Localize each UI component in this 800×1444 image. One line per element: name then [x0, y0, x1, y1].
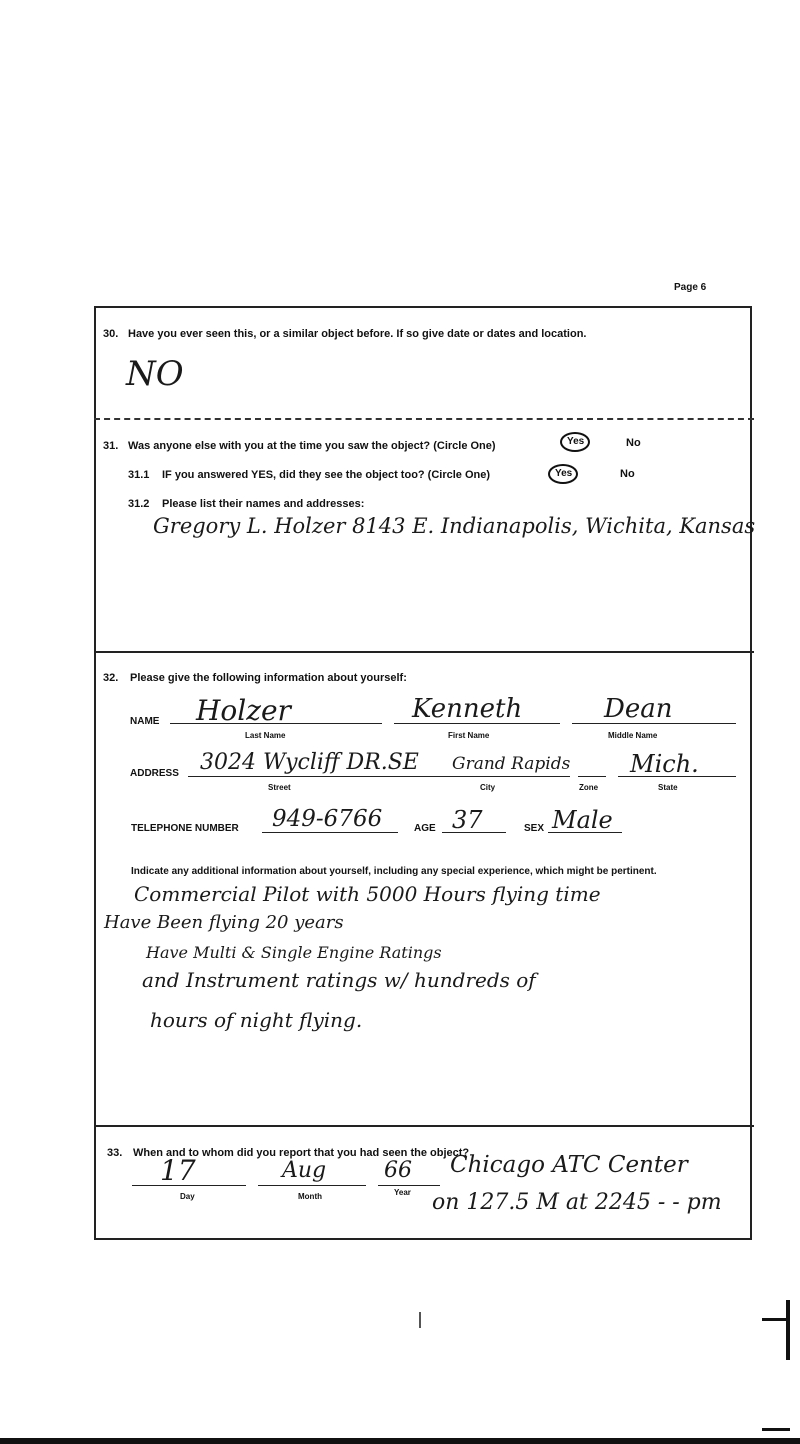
- telephone-field[interactable]: 949-6766: [272, 806, 383, 832]
- q31-text: Was anyone else with you at the time you saw the object? (Circle One): [128, 440, 496, 452]
- year-line: [378, 1185, 440, 1186]
- middle-name-label: Middle Name: [608, 731, 658, 740]
- q31-1-yes-option[interactable]: Yes: [555, 468, 573, 479]
- first-name-field[interactable]: Kenneth: [412, 694, 523, 724]
- divider-q32-q33: [94, 1125, 754, 1127]
- scan-bottom-border: [0, 1438, 800, 1444]
- q30-text: Have you ever seen this, or a similar object before. If so give date or dates and location.: [128, 328, 587, 340]
- q31-no-option[interactable]: No: [626, 437, 641, 449]
- q32-number: 32.: [103, 672, 119, 684]
- q30-answer[interactable]: NO: [126, 354, 184, 394]
- scan-edge-mark: [786, 1300, 790, 1360]
- month-field[interactable]: Aug: [282, 1158, 327, 1183]
- year-field[interactable]: 66: [384, 1158, 412, 1183]
- zone-line: [578, 776, 606, 777]
- address-label: ADDRESS: [130, 768, 179, 779]
- state-field[interactable]: Mich.: [630, 750, 699, 778]
- middle-name-field[interactable]: Dean: [604, 694, 673, 724]
- q31-number: 31.: [103, 440, 119, 452]
- report-frequency-field[interactable]: on 127.5 M at 2245 - - pm: [432, 1190, 722, 1215]
- sex-field[interactable]: Male: [552, 806, 613, 834]
- street-field[interactable]: 3024 Wycliff DR.SE: [200, 750, 419, 775]
- scan-edge-mark: [762, 1428, 790, 1431]
- q31-1-number: 31.1: [128, 469, 150, 481]
- zone-label: Zone: [579, 783, 599, 792]
- q32-text: Please give the following information about yourself:: [130, 672, 407, 684]
- telephone-label: TELEPHONE NUMBER: [131, 823, 239, 834]
- age-label: AGE: [414, 823, 436, 834]
- additional-line-3: Have Multi & Single Engine Ratings: [146, 943, 442, 962]
- age-field[interactable]: 37: [452, 806, 483, 834]
- street-city-line: [188, 776, 570, 777]
- scan-dots: [419, 1312, 421, 1328]
- q31-2-text: Please list their names and addresses:: [162, 498, 365, 510]
- q31-1-no-option[interactable]: No: [620, 468, 635, 480]
- q33-number: 33.: [107, 1147, 123, 1159]
- q30-number: 30.: [103, 328, 119, 340]
- additional-info-prompt: Indicate any additional information about yourself, including any special experience, which might be pertinent.: [131, 866, 657, 877]
- day-field[interactable]: 17: [160, 1154, 196, 1187]
- additional-line-2: Have Been flying 20 years: [104, 912, 344, 933]
- q31-1-text: IF you answered YES, did they see the object too? (Circle One): [162, 469, 491, 481]
- month-label: Month: [298, 1192, 322, 1201]
- name-label: NAME: [130, 716, 160, 727]
- street-label: Street: [268, 783, 291, 792]
- report-to-field[interactable]: Chicago ATC Center: [450, 1152, 688, 1178]
- first-name-label: First Name: [448, 731, 490, 740]
- divider-q31-q32: [94, 651, 754, 653]
- q31-2-number: 31.2: [128, 498, 150, 510]
- divider-q30-q31: [94, 418, 754, 420]
- last-name-label: Last Name: [245, 731, 286, 740]
- additional-line-4: and Instrument ratings w/ hundreds of: [142, 968, 536, 992]
- sex-label: SEX: [524, 823, 545, 834]
- month-line: [258, 1185, 366, 1186]
- city-field[interactable]: Grand Rapids: [452, 754, 571, 774]
- q31-yes-option[interactable]: Yes: [567, 436, 585, 447]
- q33-text: When and to whom did you report that you had seen the object?: [133, 1147, 470, 1159]
- additional-line-5: hours of night flying.: [150, 1008, 363, 1032]
- year-label: Year: [394, 1188, 411, 1197]
- day-label: Day: [180, 1192, 195, 1201]
- last-name-field[interactable]: Holzer: [196, 694, 291, 727]
- state-label: State: [658, 783, 678, 792]
- q31-2-answer[interactable]: Gregory L. Holzer 8143 E. Indianapolis, Wichita, Kansas: [153, 514, 756, 538]
- telephone-line: [262, 832, 398, 833]
- page-number: Page 6: [674, 282, 707, 293]
- additional-line-1: Commercial Pilot with 5000 Hours flying time: [134, 882, 601, 906]
- city-label: City: [480, 783, 496, 792]
